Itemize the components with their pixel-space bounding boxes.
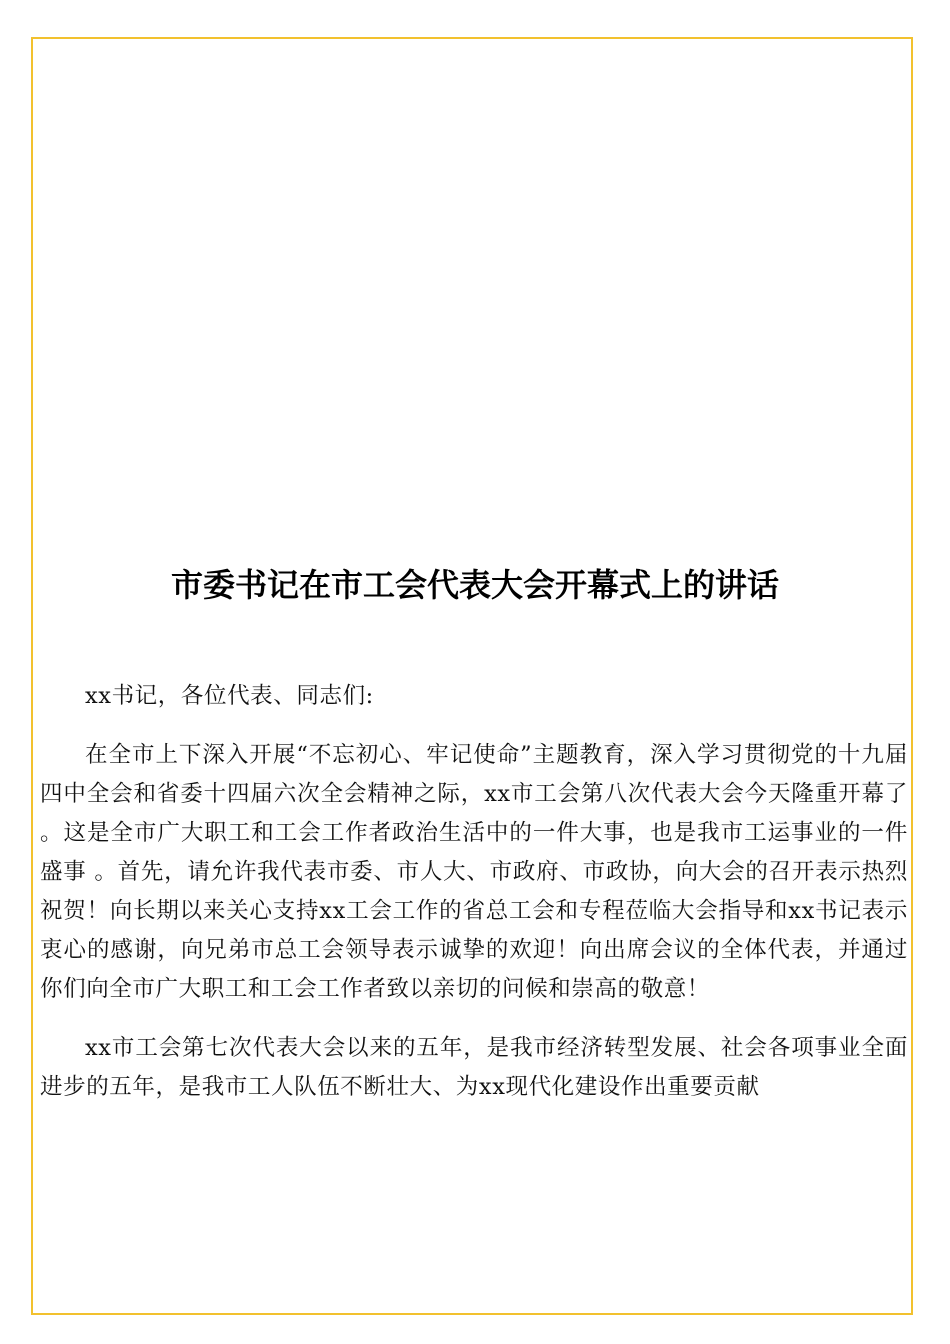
salutation-paragraph: xx书记，各位代表、同志们: bbox=[85, 683, 374, 709]
body-paragraph-2: xx市工会第七次代表大会以来的五年，是我市经济转型发展、社会各项事业全面进步的五年，是我市工人队伍不断壮大、为xx现代化建设作出重要贡献 bbox=[40, 1035, 908, 1100]
document-body bbox=[40, 677, 908, 1127]
body-paragraph-1: 在全市上下深入开展“不忘初心、牢记使命”主题教育，深入学习贯彻党的十九届四中全会和省委十四届六次全会精神之际，xx市工会第八次代表大会今天隆重开幕了 。这是全市广大职工和工会工作者政治生活中的一件大事，也是我市工运事业的一件盛事 。首先，请允许我代表市委、市人大、市政府、市政协，向大会的召开表示热烈祝贺！向长期以来关心支持xx工会工作的省总工会和专程莅临大会指导和xx书记表示衷心的感谢，向兄弟市总工会领导表示诚挚的欢迎！向出席会议的全体代表，并通过你们向全市广大职工和工会工作者致以亲切的问候和崇高的敬意！ bbox=[40, 742, 908, 1002]
document-title: 市委书记在市工会代表大会开幕式上的讲话 bbox=[170, 566, 779, 604]
